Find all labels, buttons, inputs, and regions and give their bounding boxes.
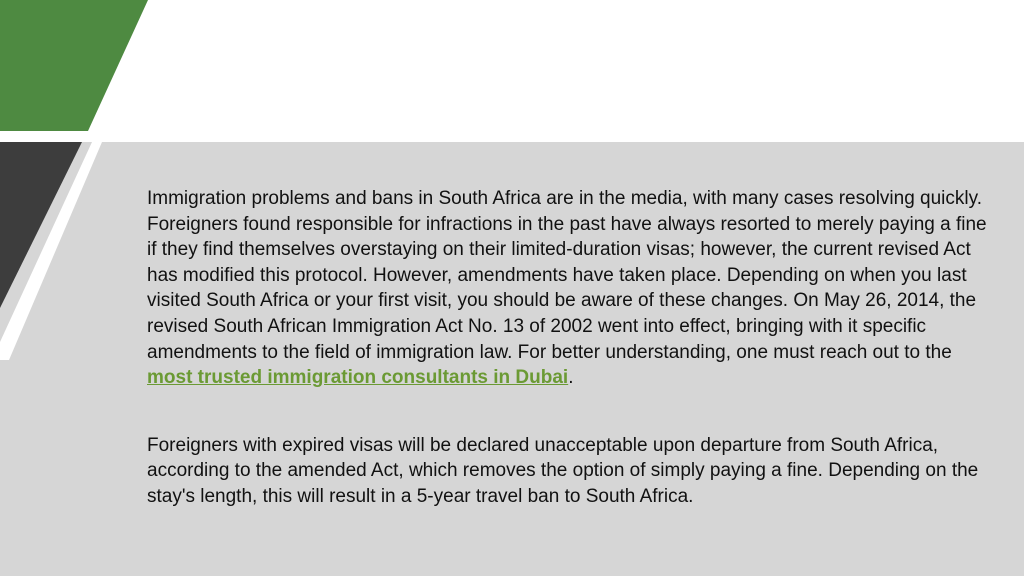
paragraph-1-text: Immigration problems and bans in South Africa are in the media, with many cases resolving quickly. Foreigners found responsible for infractions in the past have always resorted to merely paying a fine if they find themselves overstaying on their limited-duration visas; however, the current revised Act has modified this protocol. However, amendments have taken place. Depending on when you last visited South Africa or your first visit, you should be aware of these changes. On May 26, 2014, the revised South African Immigration Act No. 13 of 2002 went into effect, bringing with it specific amendments to the field of immigration law. For better understanding, one must reach out to the [147,188,987,363]
paragraph-1 [147,186,992,391]
paragraph-1-end: . [568,367,574,389]
paragraph-2: Foreigners with expired visas will be declared unacceptable upon departure from South Africa, according to the amended Act, which removes the option of simply paying a fine. Depending on the stay's length, this will result in a 5-year travel ban to South Africa. [147,434,979,507]
consultants-link[interactable]: most trusted immigration consultants in Dubai [147,367,569,389]
header-band [0,0,1024,142]
article-body [147,186,992,510]
